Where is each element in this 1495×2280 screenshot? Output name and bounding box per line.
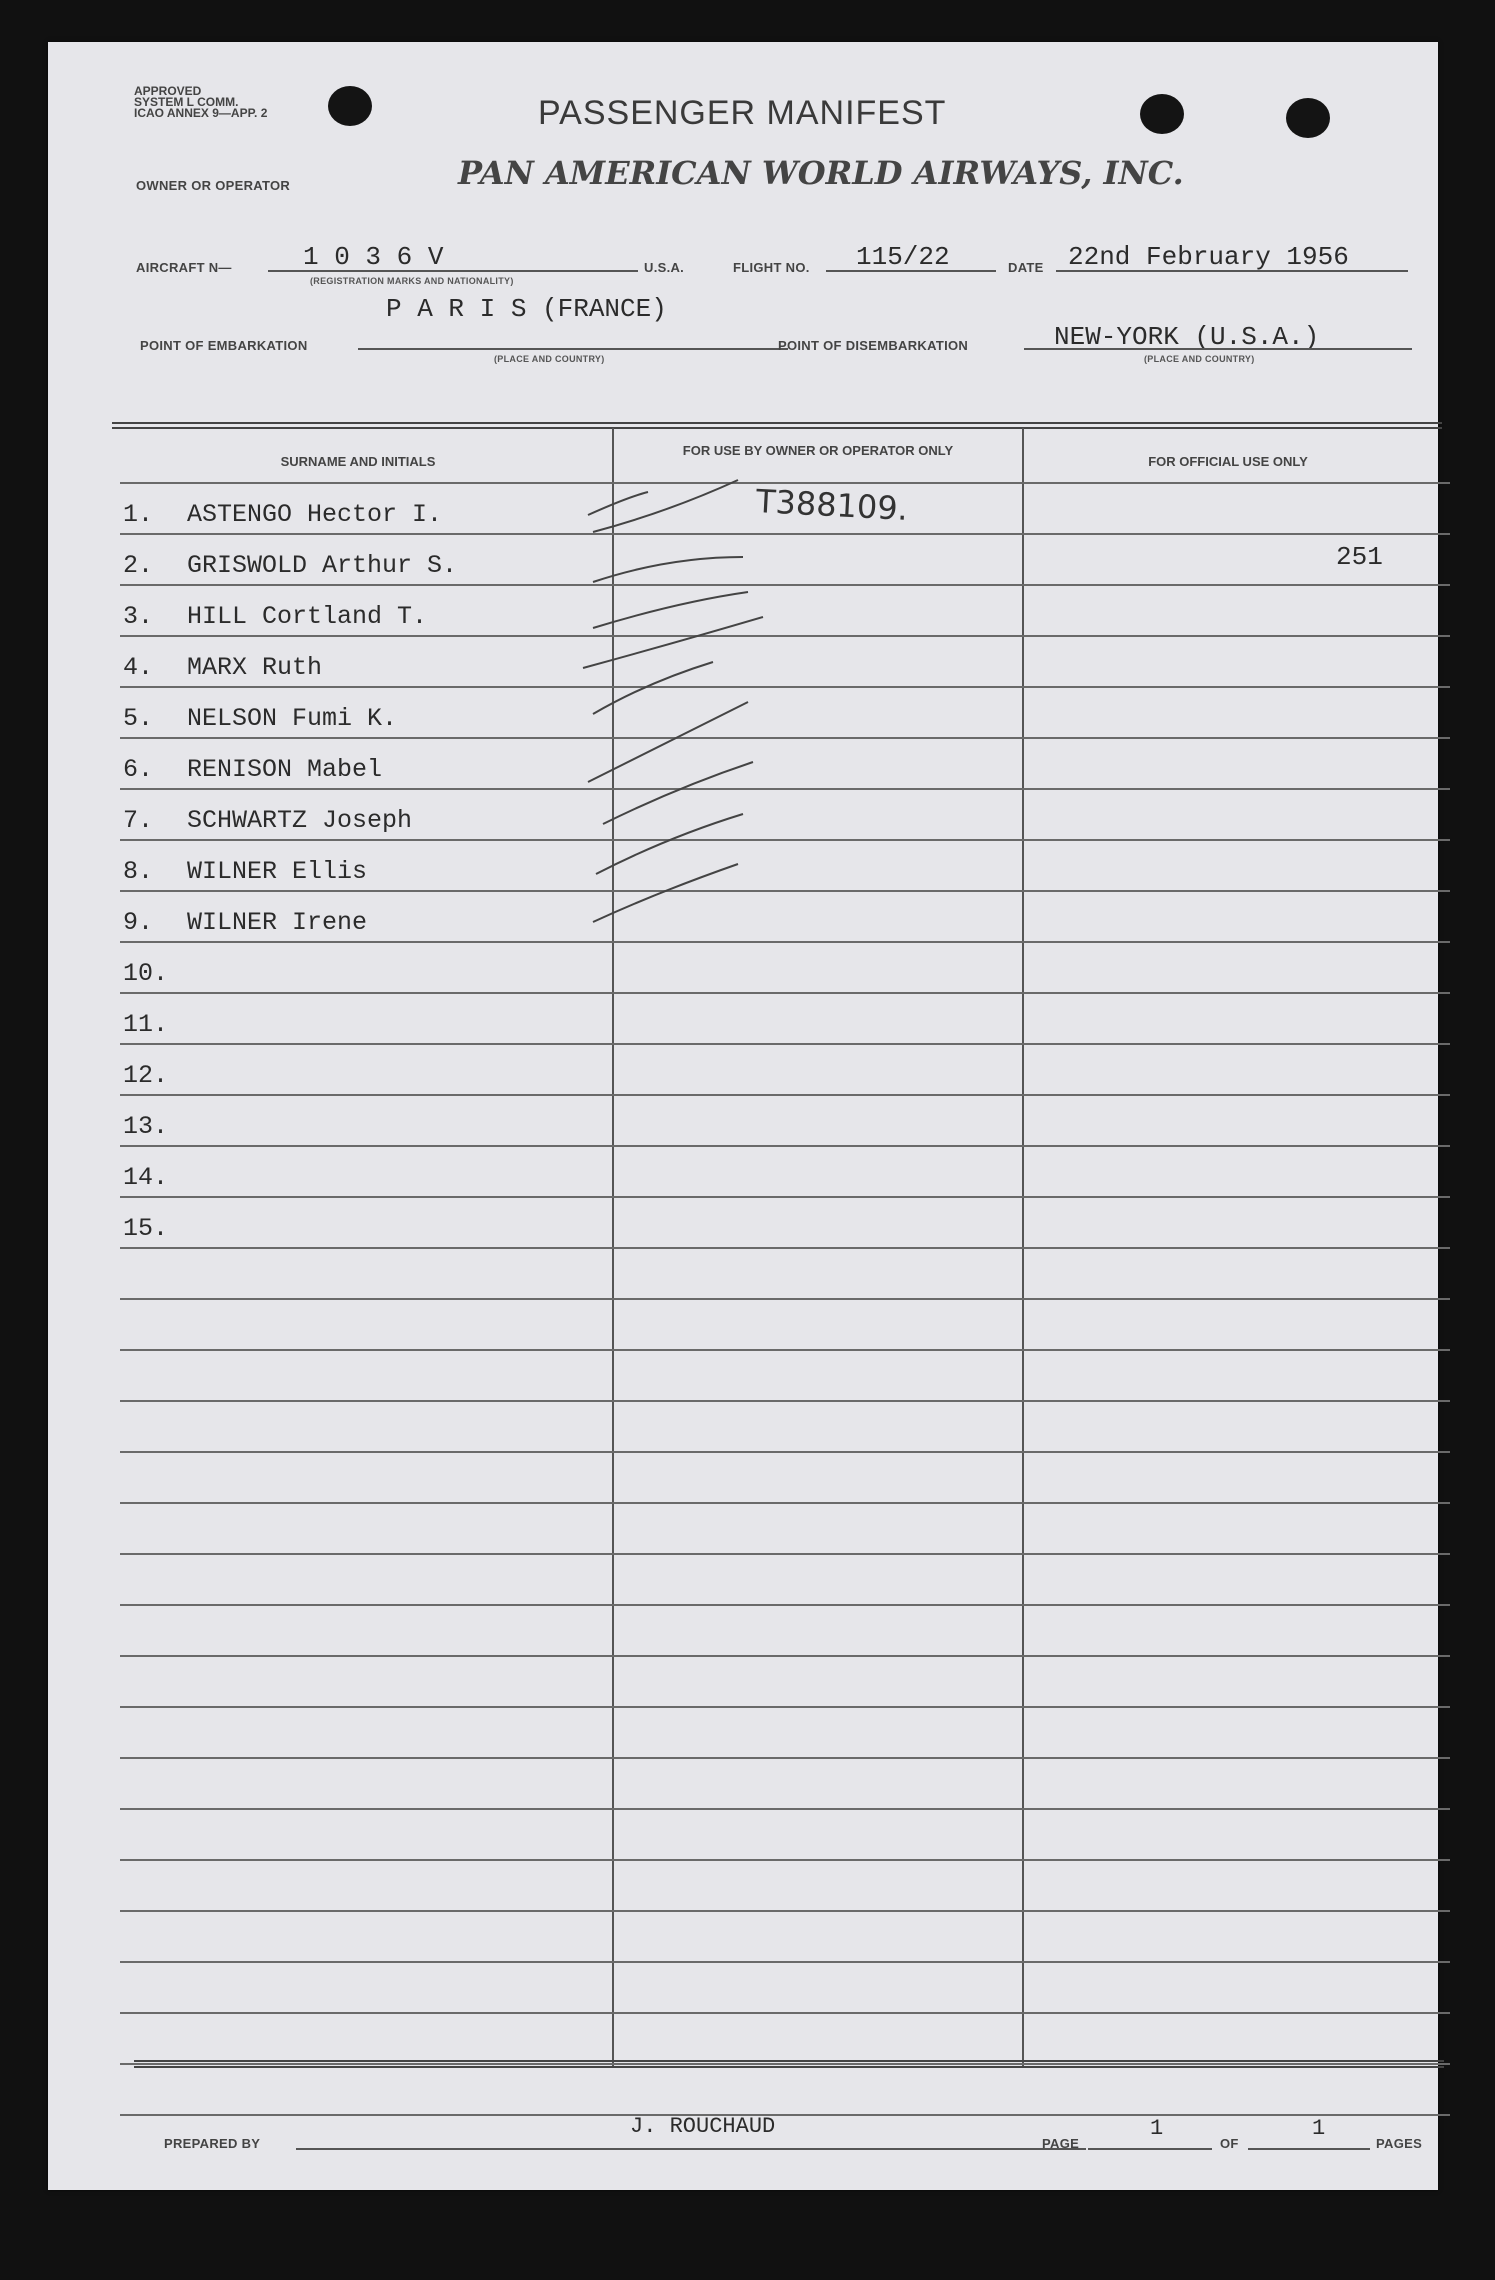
flight-label: FLIGHT NO. <box>733 260 810 275</box>
approval-line: SYSTEM L COMM. <box>134 95 239 109</box>
punch-hole <box>1286 98 1330 138</box>
row-rule <box>120 686 1450 688</box>
passenger-name: GRISWOLD Arthur S. <box>187 551 458 580</box>
row-number: 6. <box>123 755 154 784</box>
passenger-name: RENISON Mabel <box>187 755 383 784</box>
passenger-name: SCHWARTZ Joseph <box>187 806 413 835</box>
passenger-name: ASTENGO Hector I. <box>187 500 443 529</box>
page-title: PASSENGER MANIFEST <box>538 94 947 132</box>
row-rule <box>120 1859 1450 1861</box>
row-number: 8. <box>123 857 154 886</box>
row-rule <box>120 1349 1450 1351</box>
row-rule <box>120 1247 1450 1249</box>
row-number: 15. <box>123 1214 169 1243</box>
row-rule <box>120 2114 1450 2116</box>
punch-hole <box>328 86 372 126</box>
row-number: 9. <box>123 908 154 937</box>
page-label: PAGE <box>1042 2136 1080 2151</box>
table-row <box>123 1010 187 1039</box>
table-row <box>123 602 427 631</box>
row-rule <box>120 839 1450 841</box>
approval-line: ICAO ANNEX 9—APP. 2 <box>134 106 268 120</box>
aircraft-caption: (REGISTRATION MARKS AND NATIONALITY) <box>310 276 514 286</box>
table-bottom-rule <box>134 2060 1444 2062</box>
punch-hole <box>1140 94 1184 134</box>
prepared-by-name: J. ROUCHAUD <box>630 2114 776 2139</box>
row-rule <box>120 1706 1450 1708</box>
row-number: 3. <box>123 602 154 631</box>
passenger-name: WILNER Ellis <box>187 857 368 886</box>
disembarkation-underline <box>1024 348 1412 350</box>
table-top-rule <box>112 427 1442 429</box>
row-rule <box>120 992 1450 994</box>
official-number: 251 <box>1336 542 1383 572</box>
row-number: 7. <box>123 806 154 835</box>
table-row <box>123 704 397 733</box>
table-row <box>123 755 382 784</box>
passenger-name: NELSON Fumi K. <box>187 704 398 733</box>
row-rule <box>120 1910 1450 1912</box>
approval-line: APPROVED <box>134 84 202 98</box>
total-underline <box>1248 2148 1370 2150</box>
row-rule <box>120 635 1450 637</box>
row-rule <box>120 1961 1450 1963</box>
row-rule <box>120 788 1450 790</box>
embarkation-place: P A R I S (FRANCE) <box>386 294 667 324</box>
table-row <box>123 653 322 682</box>
manifest-page <box>48 42 1438 2190</box>
table-row <box>123 1061 187 1090</box>
disembarkation-place: NEW-YORK (U.S.A.) <box>1054 322 1320 352</box>
row-number: 2. <box>123 551 154 580</box>
row-rule <box>120 1502 1450 1504</box>
row-number: 11. <box>123 1010 169 1039</box>
column-header-owner-use: FOR USE BY OWNER OR OPERATOR ONLY <box>682 443 954 458</box>
table-row <box>123 1163 187 1192</box>
row-rule <box>120 1757 1450 1759</box>
country-label: U.S.A. <box>644 260 685 275</box>
column-header-official-use: FOR OFFICIAL USE ONLY <box>1148 454 1308 469</box>
page-underline <box>1088 2148 1212 2150</box>
row-rule <box>120 2063 1450 2065</box>
embarkation-label: POINT OF EMBARKATION <box>140 338 308 353</box>
row-rule <box>120 1451 1450 1453</box>
page-total: 1 <box>1312 2116 1326 2141</box>
table-top-rule <box>112 422 1442 424</box>
table-row <box>123 806 412 835</box>
date-underline <box>1056 270 1408 272</box>
row-rule <box>120 2012 1450 2014</box>
prepared-by-label: PREPARED BY <box>164 2136 261 2151</box>
row-number: 1. <box>123 500 154 529</box>
row-number: 5. <box>123 704 154 733</box>
column-header-surname: SURNAME AND INITIALS <box>280 454 436 469</box>
disembarkation-caption: (PLACE AND COUNTRY) <box>1144 354 1255 364</box>
owner-label: OWNER OR OPERATOR <box>136 178 291 193</box>
row-number: 14. <box>123 1163 169 1192</box>
row-rule <box>120 1400 1450 1402</box>
aircraft-label: AIRCRAFT N— <box>136 260 232 275</box>
table-row <box>123 551 457 580</box>
of-label: OF <box>1220 2136 1239 2151</box>
table-row <box>123 959 187 988</box>
row-rule <box>120 1553 1450 1555</box>
row-rule <box>120 1094 1450 1096</box>
row-rule <box>120 1808 1450 1810</box>
row-number: 13. <box>123 1112 169 1141</box>
flight-underline <box>826 270 996 272</box>
row-rule <box>120 941 1450 943</box>
passenger-name: WILNER Irene <box>187 908 368 937</box>
aircraft-underline <box>268 270 638 272</box>
table-row <box>123 908 367 937</box>
row-rule <box>120 1604 1450 1606</box>
company-name: PAN AMERICAN WORLD AIRWAYS, INC. <box>458 154 1184 192</box>
handwritten-ticket-number: T388109. <box>755 482 909 528</box>
table-row <box>123 857 367 886</box>
table-row <box>123 1214 187 1243</box>
prepared-by-underline <box>296 2148 1086 2150</box>
flight-number: 115/22 <box>856 242 950 272</box>
row-rule <box>120 737 1450 739</box>
embarkation-caption: (PLACE AND COUNTRY) <box>494 354 605 364</box>
row-rule <box>120 1298 1450 1300</box>
row-rule <box>120 1043 1450 1045</box>
row-rule <box>120 1655 1450 1657</box>
row-rule <box>120 1196 1450 1198</box>
flight-date: 22nd February 1956 <box>1068 242 1349 272</box>
row-rule <box>120 1145 1450 1147</box>
row-rule <box>120 533 1450 535</box>
passenger-name: HILL Cortland T. <box>187 602 428 631</box>
pages-label: PAGES <box>1376 2136 1423 2151</box>
table-bottom-rule <box>134 2066 1444 2068</box>
table-row <box>123 1112 187 1141</box>
row-number: 4. <box>123 653 154 682</box>
aircraft-number: 1 0 3 6 V <box>303 242 444 272</box>
table-row <box>123 500 442 529</box>
embarkation-underline <box>358 348 788 350</box>
row-rule <box>120 584 1450 586</box>
disembarkation-label: POINT OF DISEMBARKATION <box>778 338 969 353</box>
check-marks <box>48 42 1438 2190</box>
row-rule <box>120 890 1450 892</box>
approval-note <box>134 86 267 119</box>
date-label: DATE <box>1008 260 1044 275</box>
row-number: 12. <box>123 1061 169 1090</box>
passenger-name: MARX Ruth <box>187 653 323 682</box>
row-number: 10. <box>123 959 169 988</box>
page-number: 1 <box>1150 2116 1164 2141</box>
